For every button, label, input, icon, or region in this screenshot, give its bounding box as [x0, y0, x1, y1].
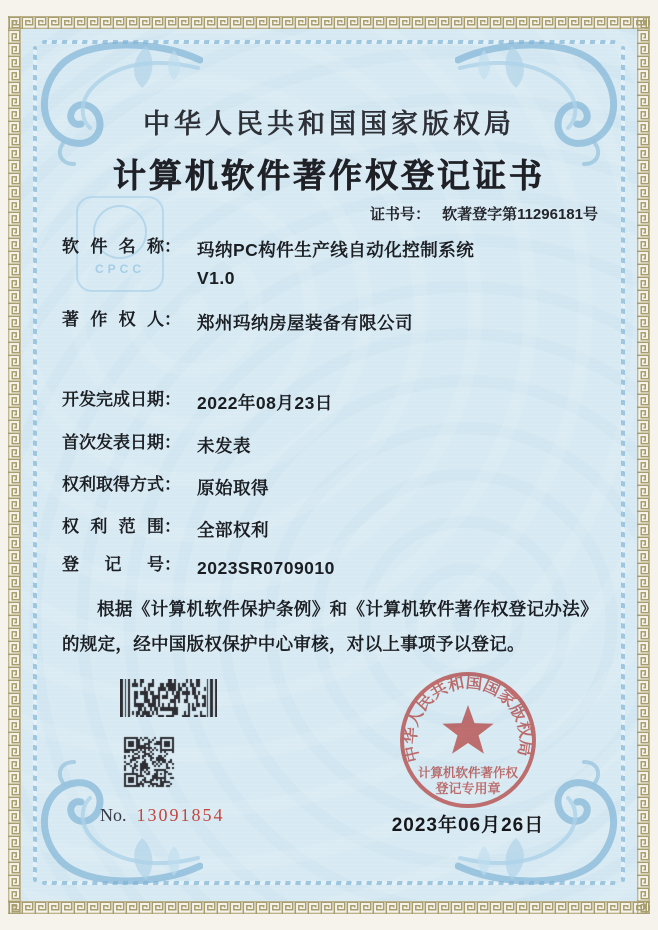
field-colon: ： — [164, 433, 181, 452]
field-colon: ： — [164, 310, 181, 329]
field-colon: ： — [164, 390, 181, 409]
field-row-completion-date — [62, 389, 598, 411]
software-version: V1.0 — [197, 268, 235, 288]
field-label: 开发完成日期 — [62, 390, 164, 409]
barcode — [120, 679, 217, 717]
serial-prefix: No. — [100, 805, 127, 825]
serial-number-row — [100, 805, 225, 826]
border-band-bottom — [8, 901, 650, 914]
issue-date: 2023年06月26日 — [391, 815, 545, 836]
first-publication: 未发表 — [197, 436, 251, 456]
registration-number: 2023SR0709010 — [197, 558, 335, 578]
serial-number: 13091854 — [136, 805, 225, 825]
corner-flourish-top-right — [455, 36, 630, 166]
field-row-rights-scope — [62, 516, 598, 538]
certificate-number-label: 证书号： — [370, 206, 431, 223]
field-colon: ： — [164, 555, 181, 574]
registration-statement: 根据《计算机软件保护条例》和《计算机软件著作权登记办法》的规定，经中国版权保护中心审核，对以上事项予以登记。 — [62, 599, 598, 654]
seal-star-icon — [442, 705, 493, 754]
certificate-title: 计算机软件著作权登记证书 — [113, 159, 545, 195]
field-value — [197, 236, 474, 292]
official-seal — [394, 666, 542, 814]
certificate-number-value: 软著登字第11296181号 — [442, 206, 598, 223]
field-row-copyright-owner — [62, 309, 598, 331]
rights-scope: 全部权利 — [197, 520, 269, 540]
field-row-first-publication — [62, 432, 598, 454]
completion-date: 2022年08月23日 — [197, 393, 333, 413]
seal-line1: 计算机软件著作权 — [417, 766, 519, 780]
seal-line2: 登记专用章 — [435, 781, 501, 796]
field-row-registration-number — [62, 554, 598, 576]
qr-code — [122, 735, 176, 789]
copyright-owner: 郑州玛纳房屋装备有限公司 — [197, 313, 413, 333]
embossed-watermark-letters: CPCC — [94, 262, 145, 276]
field-colon: ： — [164, 475, 181, 494]
corner-flourish-top-left — [28, 36, 203, 166]
field-colon: ： — [164, 517, 181, 536]
software-name: 玛纳PC构件生产线自动化控制系统 — [197, 240, 475, 260]
field-label: 权利范围 — [62, 517, 164, 536]
field-label: 登记号 — [62, 555, 164, 574]
border-band-top — [8, 16, 650, 29]
authority-title: 中华人民共和国国家版权局 — [143, 109, 515, 139]
field-row-acquisition-method — [62, 474, 598, 496]
field-colon: ： — [164, 237, 181, 256]
acquisition-method: 原始取得 — [197, 478, 269, 498]
seal-ring-text: 中华人民共和国国家版权局 — [401, 673, 535, 764]
field-label: 著作权人 — [62, 310, 164, 329]
field-label: 首次发表日期 — [62, 433, 164, 452]
field-label: 软件名称 — [62, 237, 164, 256]
certificate-number-row — [370, 203, 598, 224]
field-label: 权利取得方式 — [62, 475, 164, 494]
